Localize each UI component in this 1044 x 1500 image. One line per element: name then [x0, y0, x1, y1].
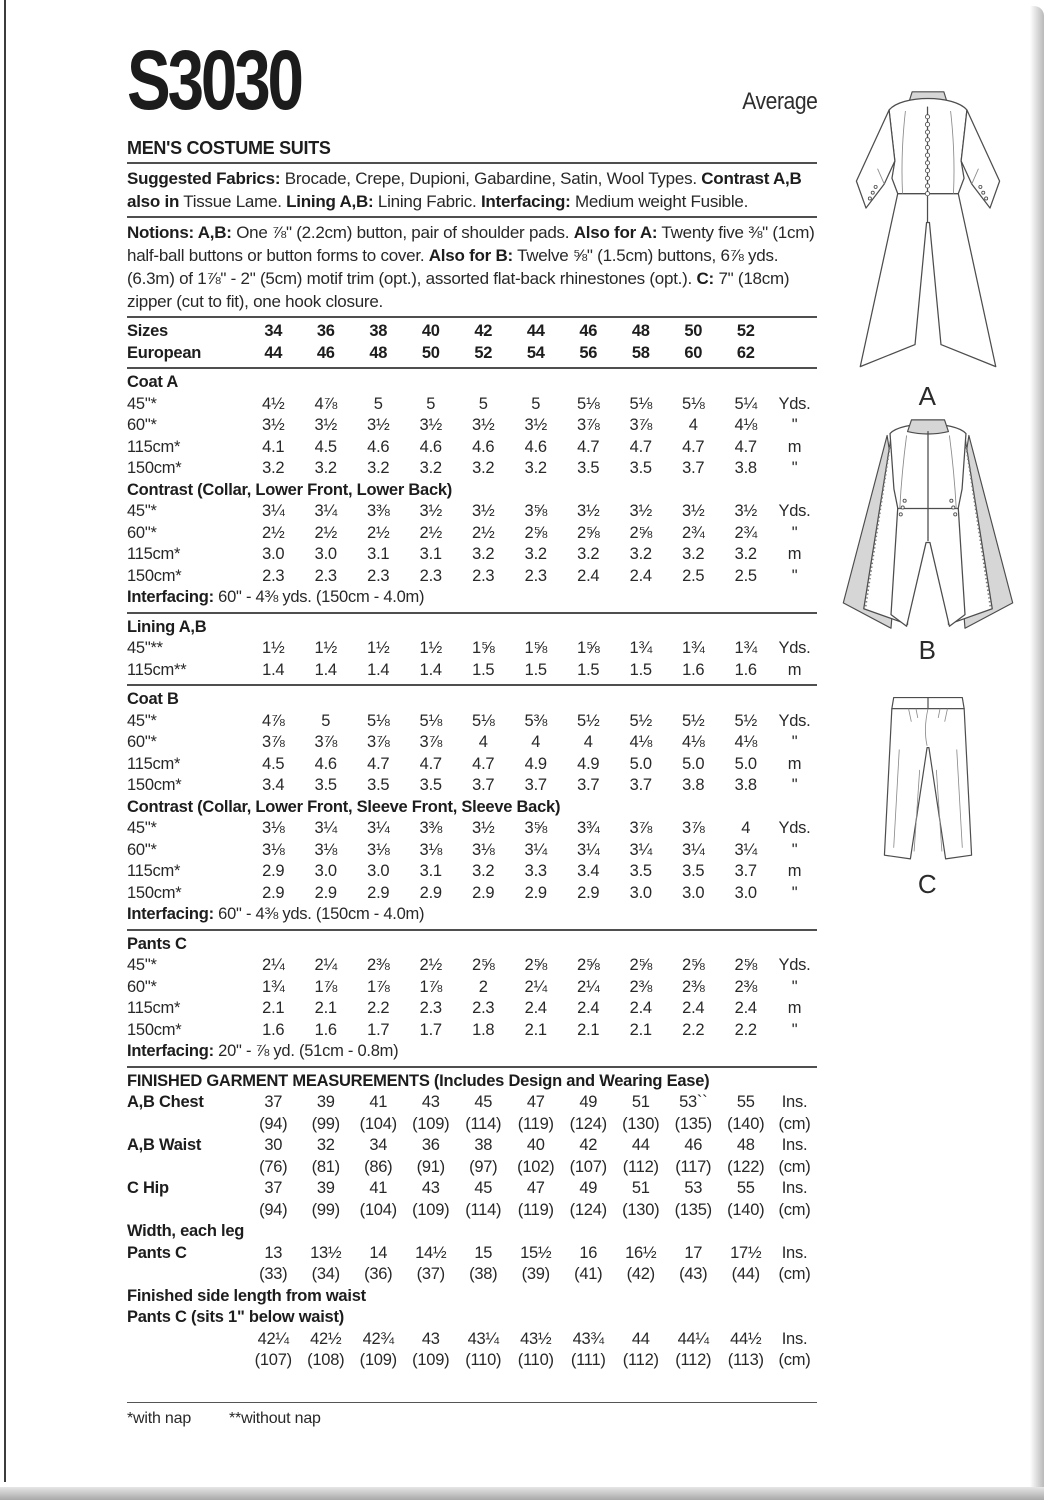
garment-c-line-drawing — [862, 692, 994, 870]
table-row: 45"** 1½ 1½ 1½ 1½ 1⅝ 1⅝ 1⅝ 1¾ 1¾ 1¾ Yds. — [127, 639, 811, 657]
table-row: 60"* 3⅛ 3⅛ 3⅛ 3⅛ 3⅛ 3¼ 3¼ 3¼ 3¼ 3¼ " — [127, 840, 798, 859]
table-row: Pants C 13 13½ 14 14½ 15 15½ 16 16½ 17 17½ Ins. — [127, 1243, 808, 1262]
garment-c-figure — [820, 692, 1035, 898]
divider — [127, 612, 817, 614]
section-title: Contrast (Collar, Lower Front, Sleeve Front, Sleeve Back) — [127, 797, 561, 816]
page-left-edge-line — [4, 0, 6, 1482]
section-title: Coat A — [127, 373, 179, 391]
table-row: 60"* 3½ 3½ 3½ 3½ 3½ 3½ 3⅞ 3⅞ 4 4⅛ " — [127, 416, 798, 434]
garment-b-label: B — [918, 635, 937, 665]
table-row: 60"* 1¾ 1⅞ 1⅞ 1⅞ 2 2¼ 2¼ 2⅜ 2⅜ 2⅜ " — [127, 977, 798, 996]
garment-illustrations — [820, 86, 1035, 898]
interfacing-note: Interfacing: 20" - ⅞ yd. (51cm - 0.8m) — [127, 1042, 399, 1060]
section-title: Coat B — [127, 690, 179, 708]
table-row: 60"* 2½ 2½ 2½ 2½ 2½ 2⅝ 2⅝ 2⅝ 2¾ 2¾ " — [127, 523, 798, 542]
notions-paragraph: Notions: A,B: One ⅞" (2.2cm) button, pair of shoulder pads. Also for A: Twenty five ⅜" (1cm) half-ball buttons or button forms to cover. Also for B: Twelve ⅝" (1.5cm) buttons, 6⅞ yds. (6.3m) of 1⅞" - 2" (5cm) motif trim (opt.), assorted flat-back rhinestones (opt.). C: 7" (18cm) zipper (cut to fit), one hook closure. — [127, 223, 815, 311]
garment-a-figure — [820, 86, 1035, 410]
table-row: 60"* 3⅞ 3⅞ 3⅞ 3⅞ 4 4 4 4⅛ 4⅛ 4⅛ " — [127, 733, 798, 751]
garment-b-figure — [820, 416, 1035, 664]
table-row: (94) (99) (104) (109) (114) (119) (124) (130) (135) (140) (cm) — [259, 1200, 811, 1219]
table-row: 115cm* 4.1 4.5 4.6 4.6 4.6 4.6 4.7 4.7 4.7 4.7 m — [127, 437, 802, 456]
table-row: A,B Chest 37 39 41 43 45 47 49 51 53`` 55 Ins. — [127, 1093, 808, 1111]
footnote — [127, 1402, 817, 1428]
section-title: Pants C — [127, 934, 187, 953]
garment-a-label: A — [918, 381, 937, 411]
section-title: Lining A,B — [127, 617, 207, 636]
table-row: C Hip 37 39 41 43 45 47 49 51 53 55 Ins. — [127, 1179, 808, 1197]
table-row: 115cm* 2.1 2.1 2.2 2.3 2.3 2.4 2.4 2.4 2.4 2.4 m — [127, 999, 802, 1017]
table-row: A,B Waist 30 32 34 36 38 40 42 44 46 48 Ins. — [127, 1136, 808, 1154]
divider — [127, 162, 817, 164]
pattern-number: S3030 — [127, 33, 301, 127]
table-row: 150cm* 2.9 2.9 2.9 2.9 2.9 2.9 2.9 3.0 3.0 3.0 " — [127, 883, 798, 902]
table-row: 45"* 2¼ 2¼ 2⅜ 2½ 2⅝ 2⅝ 2⅝ 2⅝ 2⅝ 2⅝ Yds. — [127, 956, 811, 974]
table-row: 115cm* 3.0 3.0 3.1 3.1 3.2 3.2 3.2 3.2 3.2 3.2 m — [127, 545, 802, 563]
page-bottom-shadow — [0, 1487, 1044, 1500]
table-row: 150cm* 3.4 3.5 3.5 3.5 3.7 3.7 3.7 3.7 3.8 3.8 " — [127, 776, 798, 794]
suggested-fabrics-paragraph: Suggested Fabrics: Brocade, Crepe, Dupioni, Gabardine, Satin, Wool Types. Contrast A,B also in Tissue Lame. Lining A,B: Lining Fabric. Interfacing: Medium weight Fusible. — [127, 169, 802, 211]
table-row: 45"* 3¼ 3¼ 3⅜ 3½ 3½ 3⅝ 3½ 3½ 3½ 3½ Yds. — [127, 502, 811, 520]
table-row: Finished side length from waist — [127, 1286, 366, 1305]
table-row: European 44 46 48 50 52 54 56 58 60 62 — [127, 343, 755, 362]
table-row: 45"* 3⅛ 3¼ 3¼ 3⅜ 3½ 3⅝ 3¾ 3⅞ 3⅞ 4 Yds. — [127, 819, 811, 837]
divider — [127, 929, 817, 931]
table-row: 115cm* 2.9 3.0 3.0 3.1 3.2 3.3 3.4 3.5 3.5 3.7 m — [127, 862, 802, 880]
table-row: 115cm* 4.5 4.6 4.7 4.7 4.7 4.9 4.9 5.0 5.0 5.0 m — [127, 754, 802, 773]
garment-b-line-drawing — [835, 416, 1021, 636]
finished-measurements-title: FINISHED GARMENT MEASUREMENTS (Includes Design and Wearing Ease) — [127, 1071, 710, 1090]
table-row: 150cm* 3.2 3.2 3.2 3.2 3.2 3.2 3.5 3.5 3.7 3.8 " — [127, 459, 798, 477]
interfacing-note: Interfacing: 60" - 4⅜ yds. (150cm - 4.0m) — [127, 588, 425, 606]
table-row: (33) (34) (36) (37) (38) (39) (41) (42) (43) (44) (cm) — [259, 1265, 811, 1283]
table-row: Sizes 34 36 38 40 42 44 46 48 50 52 — [127, 322, 755, 340]
divider — [127, 684, 817, 686]
table-row: 45"* 4½ 4⅞ 5 5 5 5 5⅛ 5⅛ 5⅛ 5¼ Yds. — [127, 394, 811, 413]
footnote-without-nap: **without nap — [229, 1410, 321, 1427]
interfacing-note: Interfacing: 60" - 4⅜ yds. (150cm - 4.0m) — [127, 905, 425, 923]
main-content — [127, 33, 817, 1372]
garment-a-line-drawing — [838, 86, 1018, 382]
table-row: Width, each leg — [127, 1222, 245, 1240]
divider — [127, 367, 817, 369]
footnote-with-nap: *with nap — [127, 1410, 192, 1427]
table-row: (94) (99) (104) (109) (114) (119) (124) (130) (135) (140) (cm) — [259, 1114, 811, 1133]
section-title: Contrast (Collar, Lower Front, Lower Back) — [127, 480, 453, 499]
divider — [127, 216, 817, 218]
table-row: 45"* 4⅞ 5 5⅛ 5⅛ 5⅛ 5⅜ 5½ 5½ 5½ 5½ Yds. — [127, 711, 811, 730]
table-row: 150cm* 1.6 1.6 1.7 1.7 1.8 2.1 2.1 2.1 2.2 2.2 " — [127, 1020, 798, 1039]
table-row: (76) (81) (86) (91) (97) (102) (107) (112) (117) (122) (cm) — [259, 1157, 811, 1176]
divider — [127, 1066, 817, 1068]
table-row: 150cm* 2.3 2.3 2.3 2.3 2.3 2.3 2.4 2.4 2.5 2.5 " — [127, 566, 798, 585]
table-row: (107) (108) (109) (109) (110) (110) (111) (112) (112) (113) (cm) — [254, 1351, 811, 1369]
category-title: MEN'S COSTUME SUITS — [127, 138, 331, 158]
divider — [127, 316, 817, 318]
yardage-table — [127, 321, 817, 1068]
table-row: 115cm** 1.4 1.4 1.4 1.4 1.5 1.5 1.5 1.5 1.6 1.6 m — [127, 660, 802, 679]
finished-measurements-table — [127, 1071, 817, 1372]
header — [127, 33, 817, 127]
garment-c-label: C — [917, 869, 938, 899]
table-row: Pants C (sits 1" below waist) — [127, 1308, 344, 1326]
difficulty-rating: Average — [741, 88, 817, 115]
table-row: 42¼ 42½ 42¾ 43 43¼ 43½ 43¾ 44 44¼ 44½ Ins. — [257, 1329, 808, 1348]
